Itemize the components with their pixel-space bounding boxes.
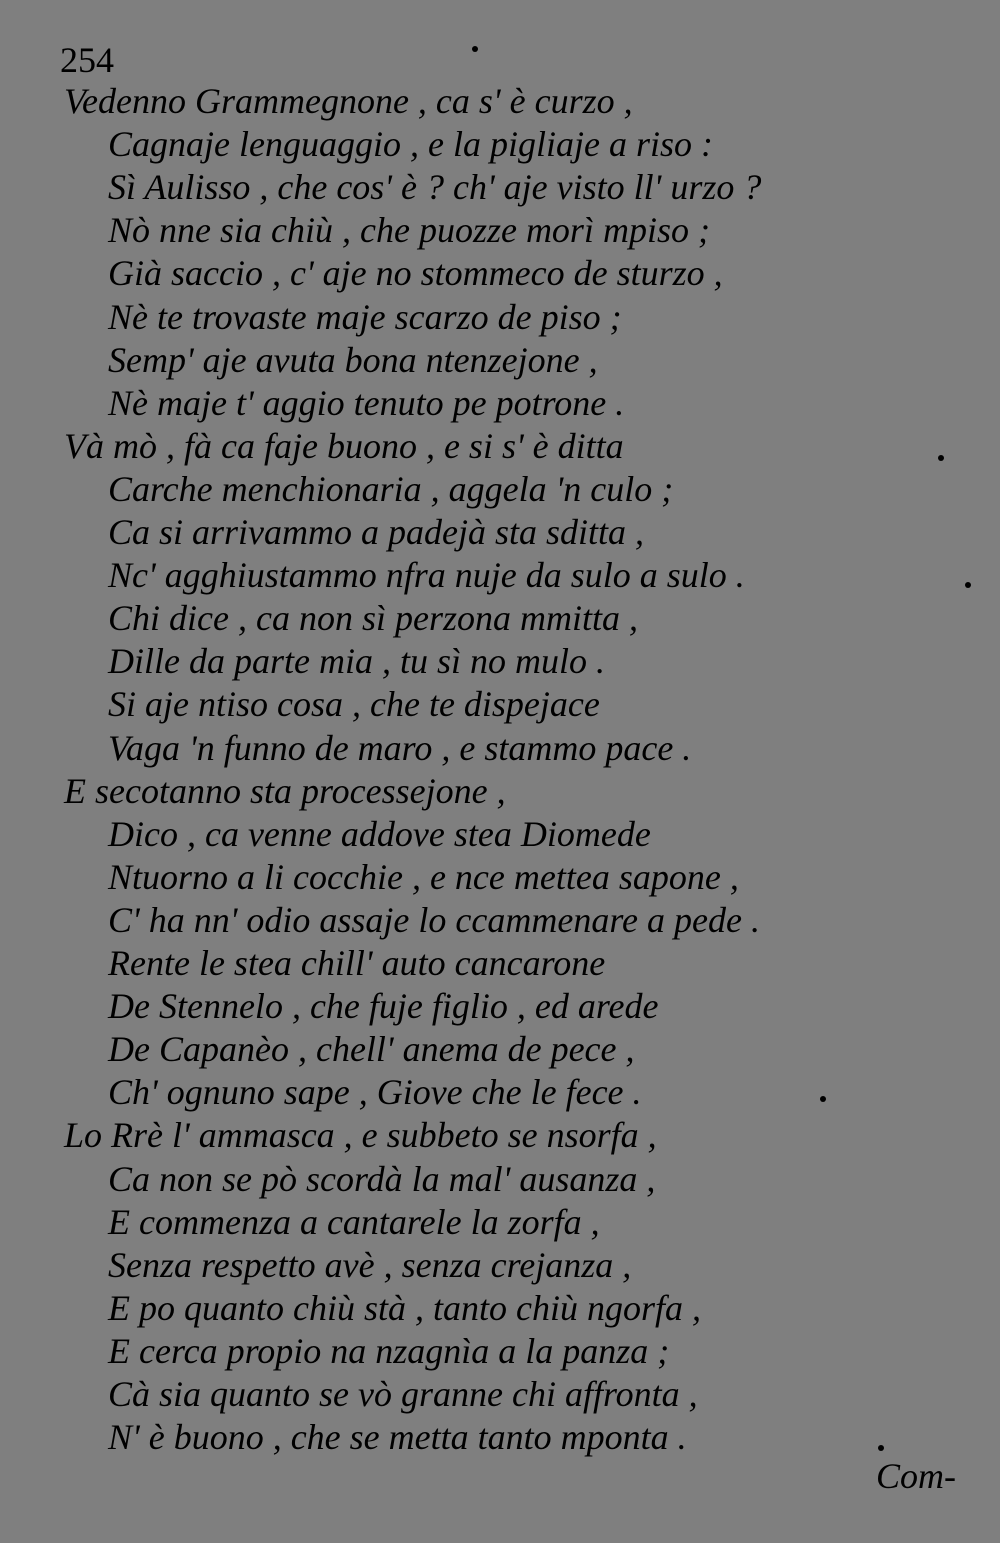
ink-speck <box>965 582 971 588</box>
verse-line: De Stennelo , che fuje figlio , ed arede <box>108 986 659 1027</box>
verse-line: Nc' agghiustammo nfra nuje da sulo a sulo . <box>108 555 745 596</box>
verse-line: E po quanto chiù stà , tanto chiù ngorfa , <box>108 1287 701 1328</box>
verse-line: Si aje ntiso cosa , che te dispejace <box>108 684 600 725</box>
verse-line: Nè te trovaste maje scarzo de piso ; <box>108 296 622 337</box>
verse-line: De Capanèo , chell' anema de pece , <box>108 1029 635 1070</box>
verse-line: E cerca propio na nzagnìa a la panza ; <box>108 1330 670 1371</box>
verse-line: N' è buono , che se metta tanto mponta . <box>108 1417 687 1458</box>
verse-line: Và mò , fà ca faje buono , e si s' è ditta <box>64 425 624 466</box>
verse-line: Semp' aje avuta bona ntenzejone , <box>108 339 598 380</box>
verse-line: Ca non se pò scordà la mal' ausanza , <box>108 1158 656 1199</box>
verse-line: Sì Aulisso , che cos' è ? ch' aje visto ll' urzo ? <box>108 167 762 208</box>
verse-line: Vaga 'n funno de maro , e stammo pace . <box>108 727 692 768</box>
verse-line: Senza respetto avè , senza crejanza , <box>108 1244 632 1285</box>
verse-line: Lo Rrè l' ammasca , e subbeto se nsorfa , <box>64 1115 657 1156</box>
ink-speck <box>878 1445 884 1451</box>
verse-line: Ch' ognuno sape , Giove che le fece . <box>108 1072 642 1113</box>
verse-line: Carche menchionaria , aggela 'n culo ; <box>108 468 674 509</box>
verse-line: E secotanno sta processejone , <box>64 770 506 811</box>
catchword: Com- <box>876 1456 956 1496</box>
verse-line: Nò nne sia chiù , che puozze morì mpiso ; <box>108 210 710 251</box>
verse-line: Già saccio , c' aje no stommeco de sturzo , <box>108 253 723 294</box>
verse-line: Cagnaje lenguaggio , e la pigliaje a riso : <box>108 124 713 165</box>
verse-line: Vedenno Grammegnone , ca s' è curzo , <box>64 81 633 121</box>
ink-speck <box>472 46 478 52</box>
verse-line: E commenza a cantarele la zorfa , <box>108 1201 600 1242</box>
ink-speck <box>820 1096 826 1102</box>
verse-line: C' ha nn' odio assaje lo ccammenare a pede . <box>108 899 760 940</box>
verse-line: Ntuorno a li cocchie , e nce mettea sapone , <box>108 856 739 897</box>
verse-line: Ca si arrivammo a padejà sta sditta , <box>108 512 645 552</box>
verse-line: Rente le stea chill' auto cancarone <box>108 943 606 983</box>
ink-speck <box>938 455 944 461</box>
verse-line: Dico , ca venne addove stea Diomede <box>108 813 651 854</box>
verse-line: Nè maje t' aggio tenuto pe potrone . <box>108 382 625 423</box>
verse-line: Dille da parte mia , tu sì no mulo . <box>108 641 605 682</box>
verse-line: Cà sia quanto se vò granne chi affronta , <box>108 1374 698 1414</box>
verse-line: Chi dice , ca non sì perzona mmitta , <box>108 598 638 639</box>
page-number: 254 <box>60 40 114 80</box>
